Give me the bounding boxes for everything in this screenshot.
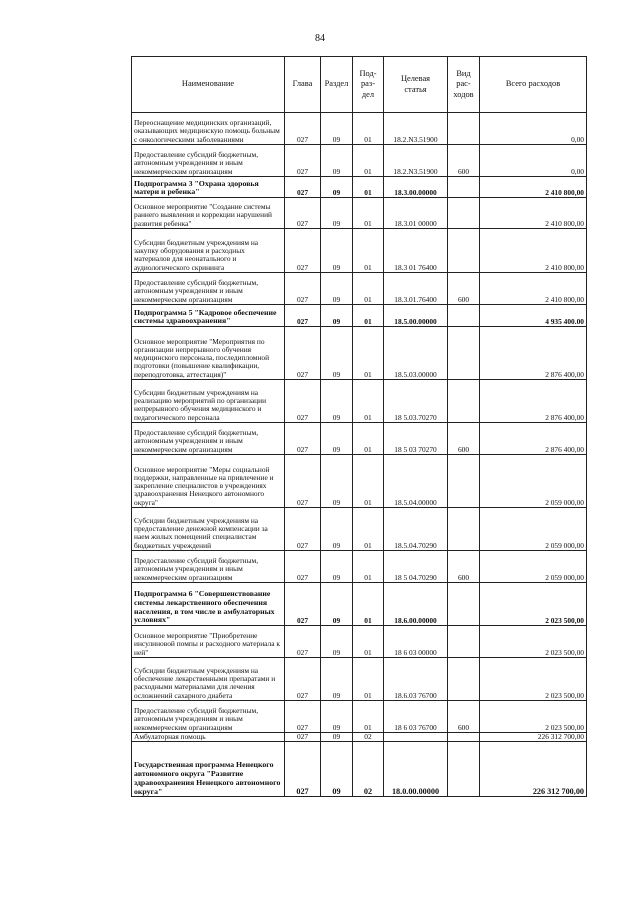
row-section: 09 (321, 551, 353, 583)
row-section: 09 (321, 229, 353, 273)
row-chapter: 027 (285, 701, 321, 733)
table-row (132, 583, 587, 626)
row-total: 226 312 700,00 (480, 733, 587, 742)
row-target-article: 18.5.04.00000 (384, 455, 448, 508)
row-subsection: 01 (353, 626, 384, 658)
table-row (132, 380, 587, 423)
row-total: 2 410 800,00 (480, 273, 587, 305)
row-target-article: 18.2.N3.51900 (384, 145, 448, 177)
row-expense-type (448, 733, 480, 742)
header-total-expenses: Всего расходов (480, 57, 587, 113)
row-section: 09 (321, 380, 353, 423)
row-expense-type (448, 658, 480, 701)
row-name: Предоставление субсидий бюджетным, автономным учреждениям и иным некоммерческим организациям (132, 701, 285, 733)
row-chapter: 027 (285, 508, 321, 551)
row-total: 2 023 500,00 (480, 583, 587, 626)
row-target-article: 18.3.01 00000 (384, 198, 448, 229)
row-name: Предоставление субсидий бюджетным, автономным учреждениям и иным некоммерческим организациям (132, 551, 285, 583)
header-chapter: Глава (285, 57, 321, 113)
row-total: 0,00 (480, 113, 587, 145)
row-section: 09 (321, 733, 353, 742)
header-subsection: Под- раз- дел (353, 57, 384, 113)
row-section: 09 (321, 626, 353, 658)
row-total: 2 876 400,00 (480, 327, 587, 380)
row-section: 09 (321, 658, 353, 701)
row-total: 2 059 000,00 (480, 455, 587, 508)
row-subsection: 01 (353, 423, 384, 455)
row-total: 0,00 (480, 145, 587, 177)
row-name: Подпрограмма 5 "Кадровое обеспечение системы здравоохранения" (132, 305, 285, 327)
row-chapter: 027 (285, 327, 321, 380)
row-subsection: 01 (353, 273, 384, 305)
row-subsection: 01 (353, 305, 384, 327)
row-subsection: 01 (353, 508, 384, 551)
row-total: 2 410 800,00 (480, 177, 587, 198)
row-subsection: 02 (353, 733, 384, 742)
table-row (132, 701, 587, 733)
row-name: Основное мероприятие "Мероприятия по организации непрерывного обучения медицинского персонала, последипломной подготовки (повышение квалификации, переподготовка, аттестация)" (132, 327, 285, 380)
row-expense-type: 600 (448, 551, 480, 583)
row-chapter: 027 (285, 177, 321, 198)
row-chapter: 027 (285, 305, 321, 327)
row-total: 2 059 000,00 (480, 551, 587, 583)
row-section: 09 (321, 423, 353, 455)
row-name: Субсидии бюджетным учреждениям на предоставление денежной компенсации за наем жилых помещений специалистам бюджетных учреждений (132, 508, 285, 551)
row-total: 4 935 400.00 (480, 305, 587, 327)
row-name: Предоставление субсидий бюджетным, автономным учреждениям и иным некоммерческим организациям (132, 423, 285, 455)
row-section: 09 (321, 177, 353, 198)
row-name: Основное мероприятие "Создание системы раннего выявления и коррекции нарушений развития ребенка" (132, 198, 285, 229)
row-expense-type (448, 198, 480, 229)
table-row (132, 145, 587, 177)
row-expense-type (448, 305, 480, 327)
row-chapter: 027 (285, 380, 321, 423)
table-row (132, 626, 587, 658)
row-total: 2 023 500,00 (480, 701, 587, 733)
row-name: Амбулаторная помощь (132, 733, 285, 742)
row-expense-type (448, 327, 480, 380)
row-target-article: 18.5.04.70290 (384, 508, 448, 551)
row-chapter: 027 (285, 658, 321, 701)
table-header-row (132, 57, 587, 113)
table-row (132, 733, 587, 742)
row-chapter: 027 (285, 583, 321, 626)
row-chapter: 027 (285, 626, 321, 658)
table-row (132, 229, 587, 273)
row-chapter: 027 (285, 742, 321, 797)
row-target-article: 18 5 04.70290 (384, 551, 448, 583)
row-target-article: 18 6 03 00000 (384, 626, 448, 658)
table-row (132, 113, 587, 145)
row-target-article: 18.5.00.00000 (384, 305, 448, 327)
row-total: 2 023 500,00 (480, 658, 587, 701)
row-expense-type: 600 (448, 145, 480, 177)
row-target-article: 18.3 01 76400 (384, 229, 448, 273)
row-expense-type: 600 (448, 423, 480, 455)
table-row (132, 305, 587, 327)
row-chapter: 027 (285, 455, 321, 508)
row-chapter: 027 (285, 113, 321, 145)
row-expense-type (448, 508, 480, 551)
row-total: 2 876 400,00 (480, 380, 587, 423)
row-target-article: 18.6.03 76700 (384, 658, 448, 701)
row-chapter: 027 (285, 423, 321, 455)
row-expense-type (448, 380, 480, 423)
row-target-article: 18.2.N3.51900 (384, 113, 448, 145)
table-row (132, 455, 587, 508)
table-row (132, 198, 587, 229)
row-total: 2 410 800,00 (480, 198, 587, 229)
row-target-article: 18.0.00.00000 (384, 742, 448, 797)
row-section: 09 (321, 305, 353, 327)
row-chapter: 027 (285, 198, 321, 229)
row-total: 2 059 000,00 (480, 508, 587, 551)
row-name: Подпрограмма 3 "Охрана здоровья матери и ребенка" (132, 177, 285, 198)
row-expense-type (448, 742, 480, 797)
row-chapter: 027 (285, 145, 321, 177)
row-section: 09 (321, 273, 353, 305)
row-expense-type: 600 (448, 273, 480, 305)
row-name: Государственная программа Ненецкого автономного округа "Развитие здравоохранения Ненецкого автономного округа" (132, 742, 285, 797)
row-expense-type (448, 455, 480, 508)
row-name: Основное мероприятие "Приобретение инсулиновой помпы и расходного материала к ней" (132, 626, 285, 658)
row-target-article (384, 733, 448, 742)
row-target-article: 18.3.00.00000 (384, 177, 448, 198)
table-row (132, 423, 587, 455)
row-total: 226 312 700,00 (480, 742, 587, 797)
row-target-article: 18.5.03.00000 (384, 327, 448, 380)
row-chapter: 027 (285, 229, 321, 273)
row-total: 2 023 500,00 (480, 626, 587, 658)
row-subsection: 01 (353, 198, 384, 229)
row-target-article: 18.6.00.00000 (384, 583, 448, 626)
table-row (132, 508, 587, 551)
row-subsection: 01 (353, 229, 384, 273)
row-subsection: 01 (353, 327, 384, 380)
header-section: Раздел (321, 57, 353, 113)
row-expense-type (448, 177, 480, 198)
row-subsection: 01 (353, 701, 384, 733)
row-subsection: 01 (353, 113, 384, 145)
table-row (132, 327, 587, 380)
row-expense-type (448, 113, 480, 145)
table-body (132, 113, 587, 797)
header-expense-type: Вид рас- ходов (448, 57, 480, 113)
row-expense-type (448, 583, 480, 626)
budget-table (131, 56, 587, 797)
row-section: 09 (321, 583, 353, 626)
row-expense-type (448, 229, 480, 273)
row-subsection: 01 (353, 145, 384, 177)
row-target-article: 18 6 03 76700 (384, 701, 448, 733)
row-target-article: 18 5 03 70270 (384, 423, 448, 455)
row-subsection: 01 (353, 658, 384, 701)
table-row (132, 177, 587, 198)
header-name: Наименование (132, 57, 285, 113)
header-target-article: Целевая статья (384, 57, 448, 113)
row-section: 09 (321, 113, 353, 145)
row-target-article: 18.3.01.76400 (384, 273, 448, 305)
row-chapter: 027 (285, 551, 321, 583)
row-target-article: 18 5.03.70270 (384, 380, 448, 423)
row-subsection: 01 (353, 177, 384, 198)
row-name: Переоснащение медицинских организаций, оказывающих медицинскую помощь больным с онкологическими заболеваниями (132, 113, 285, 145)
row-section: 09 (321, 327, 353, 380)
row-expense-type (448, 626, 480, 658)
page-number: 84 (315, 33, 325, 44)
row-name: Субсидии бюджетным учреждениям на обеспечение лекарственными препаратами и расходными материалами для лечения осложнений сахарного диабета (132, 658, 285, 701)
row-subsection: 01 (353, 380, 384, 423)
row-chapter: 027 (285, 273, 321, 305)
table-row (132, 273, 587, 305)
row-chapter: 027 (285, 733, 321, 742)
row-name: Субсидии бюджетным учреждениям на реализацию мероприятий по организации непрерывного обучения медицинского и педагогического персонала (132, 380, 285, 423)
row-section: 09 (321, 198, 353, 229)
row-section: 09 (321, 145, 353, 177)
row-subsection: 02 (353, 742, 384, 797)
row-total: 2 876 400,00 (480, 423, 587, 455)
row-section: 09 (321, 701, 353, 733)
row-subsection: 01 (353, 583, 384, 626)
row-section: 09 (321, 455, 353, 508)
row-name: Предоставление субсидий бюджетным, автономным учреждениям и иным некоммерческим организациям (132, 145, 285, 177)
row-name: Подпрограмма 6 "Совершенствование системы лекарственного обеспечения населения, в том числе в амбулаторных условиях" (132, 583, 285, 626)
table-row (132, 742, 587, 797)
table-row (132, 658, 587, 701)
table-row (132, 551, 587, 583)
row-section: 09 (321, 742, 353, 797)
row-expense-type: 600 (448, 701, 480, 733)
row-subsection: 01 (353, 551, 384, 583)
row-name: Основное мероприятие "Меры социальной поддержки, направленные на привлечение и закрепление специалистов в учреждениях здравоохранения Ненецкого автономного округа" (132, 455, 285, 508)
row-name: Субсидии бюджетным учреждениям на закупку оборудования и расходных материалов для неонатального и аудиологического скрининга (132, 229, 285, 273)
row-subsection: 01 (353, 455, 384, 508)
row-name: Предоставление субсидий бюджетным, автономным учреждениям и иным некоммерческим организациям (132, 273, 285, 305)
row-section: 09 (321, 508, 353, 551)
row-total: 2 410 800,00 (480, 229, 587, 273)
